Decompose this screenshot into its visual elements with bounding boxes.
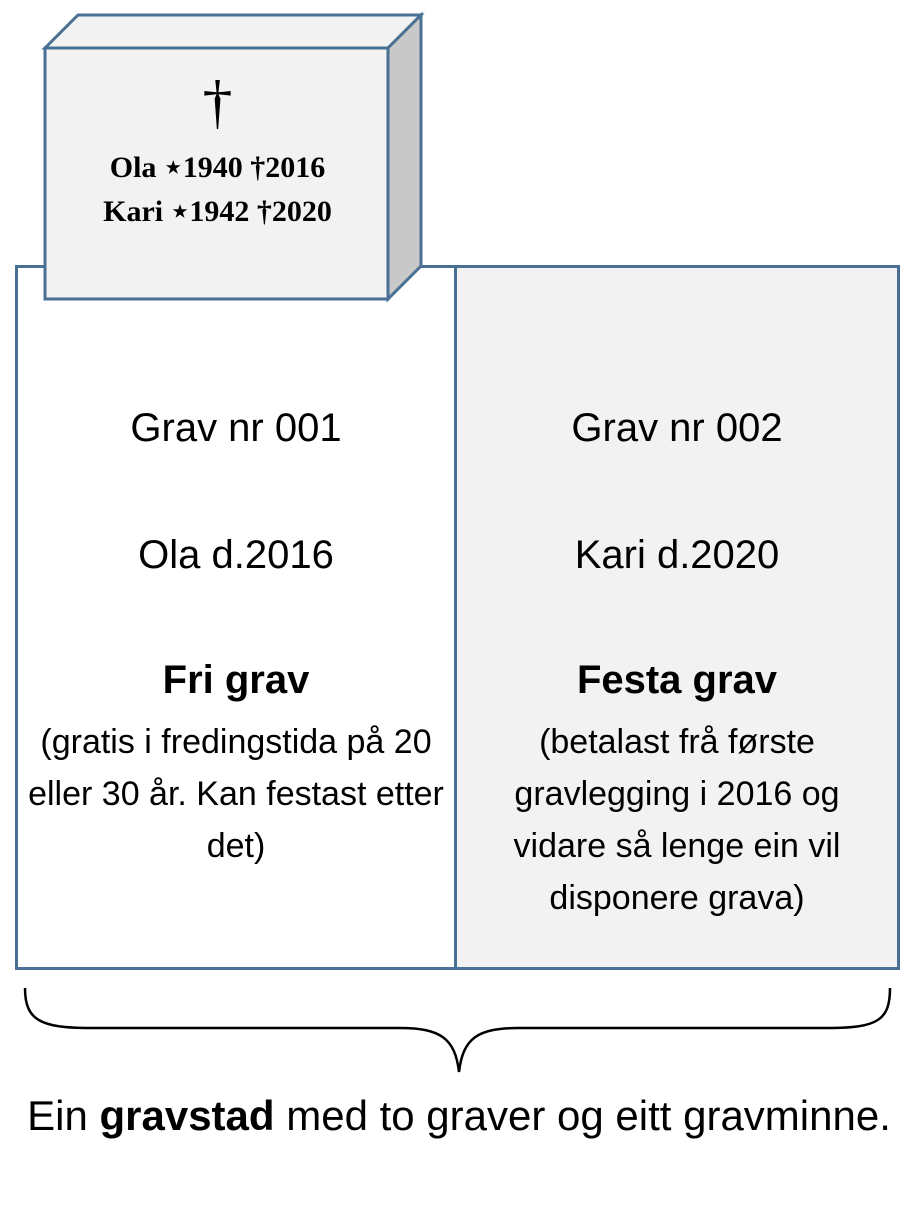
grave-name: Kari d.2020 xyxy=(574,533,780,577)
grave-number: Grav nr 002 xyxy=(571,406,783,450)
grave-note: (betalast frå første gravlegging i 2016 og vidare så lenge ein vil disponere grava) xyxy=(513,723,841,917)
grave-002-plot xyxy=(454,265,900,970)
caption-text-before: Ein xyxy=(27,1092,100,1139)
headstone-side xyxy=(388,15,421,299)
grave-note: (gratis i fredingstida på 20 eller 30 år. Kan festast etter det) xyxy=(28,723,444,865)
grave-number: Grav nr 001 xyxy=(130,406,342,450)
caption-text-bold: gravstad xyxy=(99,1092,275,1139)
headstone-top xyxy=(45,15,421,48)
curly-brace-icon xyxy=(0,980,918,1090)
cross-icon: † xyxy=(202,69,233,135)
grave-name: Ola d.2016 xyxy=(138,533,334,577)
diagram-caption xyxy=(0,1088,918,1144)
caption-text-after: med to graver og eitt gravminne. xyxy=(274,1092,891,1139)
headstone-inscription-kari: Kari ⋆1942 †2020 xyxy=(103,195,332,228)
grave-001-plot xyxy=(15,265,457,970)
headstone-inscription-ola: Ola ⋆1940 †2016 xyxy=(109,151,326,184)
grave-status: Fri grav xyxy=(162,658,310,702)
grave-status: Festa grav xyxy=(576,658,778,702)
